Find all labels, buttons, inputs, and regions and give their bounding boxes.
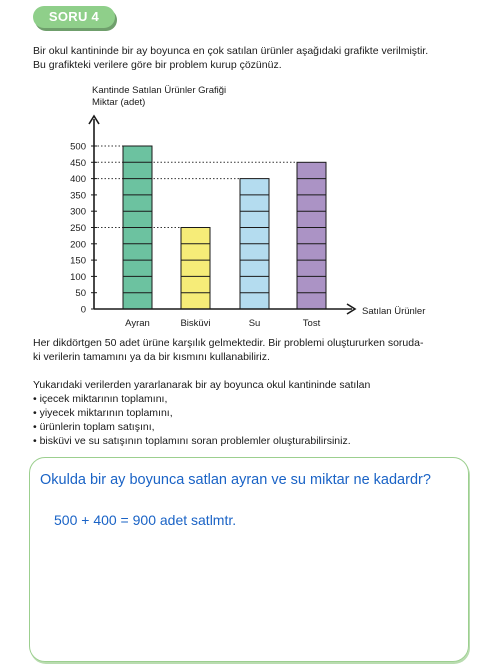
x-category-label: Su: [248, 318, 261, 329]
suggestion-item: • yiyecek miktarının toplamını,: [33, 407, 173, 419]
intro-line-2: Bu grafikteki verilere göre bir problem kurup çözünüz.: [33, 59, 282, 71]
suggestion-item: • ürünlerin toplam satışını,: [33, 421, 155, 433]
y-tick-label: 300: [70, 206, 86, 218]
student-question: Okulda bir ay boyunca satlan ayran ve su miktar ne kadardr?: [40, 472, 431, 488]
bar-chart: [0, 80, 495, 335]
explanation-line-1: Her dikdörtgen 50 adet ürüne karşılık gelmektedir. Bir problemi oluştururken soruda-: [33, 337, 424, 349]
chart-title: Kantinde Satılan Ürünler Grafiği: [92, 85, 227, 96]
explanation-line-2: ki verilerin tamamını ya da bir kısmını kullanabiliriz.: [33, 351, 270, 363]
bar-tost: [297, 162, 326, 309]
y-tick-label: 0: [80, 304, 86, 316]
x-axis-label: Satılan Ürünler: [362, 306, 426, 317]
explanation-text: [33, 336, 478, 364]
y-tick-label: 200: [70, 239, 86, 251]
x-category-label: Bisküvi: [180, 318, 211, 329]
y-tick-label: 250: [70, 223, 86, 234]
answer-box[interactable]: [29, 457, 469, 662]
y-tick-label: 50: [75, 288, 86, 300]
suggestion-item: • bisküvi ve su satışının toplamını soran problemler oluşturabilirsiniz.: [33, 435, 351, 447]
suggestions-text: [33, 378, 478, 448]
y-tick-label: 450: [70, 157, 86, 169]
y-tick-label: 400: [70, 174, 86, 186]
y-axis-label: Miktar (adet): [92, 97, 146, 108]
question-badge: SORU 4: [33, 6, 115, 28]
bar-bisküvi: [181, 228, 210, 310]
x-category-label: Ayran: [125, 318, 150, 329]
intro-line-1: Bir okul kantininde bir ay boyunca en çok satılan ürünler aşağıdaki grafikte verilmiştir.: [33, 45, 429, 57]
student-solution: 500 + 400 = 900 adet satlmtr.: [54, 512, 237, 528]
intro-text: [33, 44, 473, 72]
x-category-label: Tost: [302, 318, 321, 329]
y-tick-label: 100: [70, 271, 86, 283]
suggestions-intro: Yukarıdaki verilerden yararlanarak bir ay boyunca okul kantininde satılan: [33, 379, 371, 391]
y-tick-label: 350: [70, 190, 86, 202]
suggestion-item: • içecek miktarının toplamını,: [33, 393, 168, 405]
y-tick-label: 150: [70, 255, 86, 267]
y-tick-label: 500: [70, 141, 86, 153]
